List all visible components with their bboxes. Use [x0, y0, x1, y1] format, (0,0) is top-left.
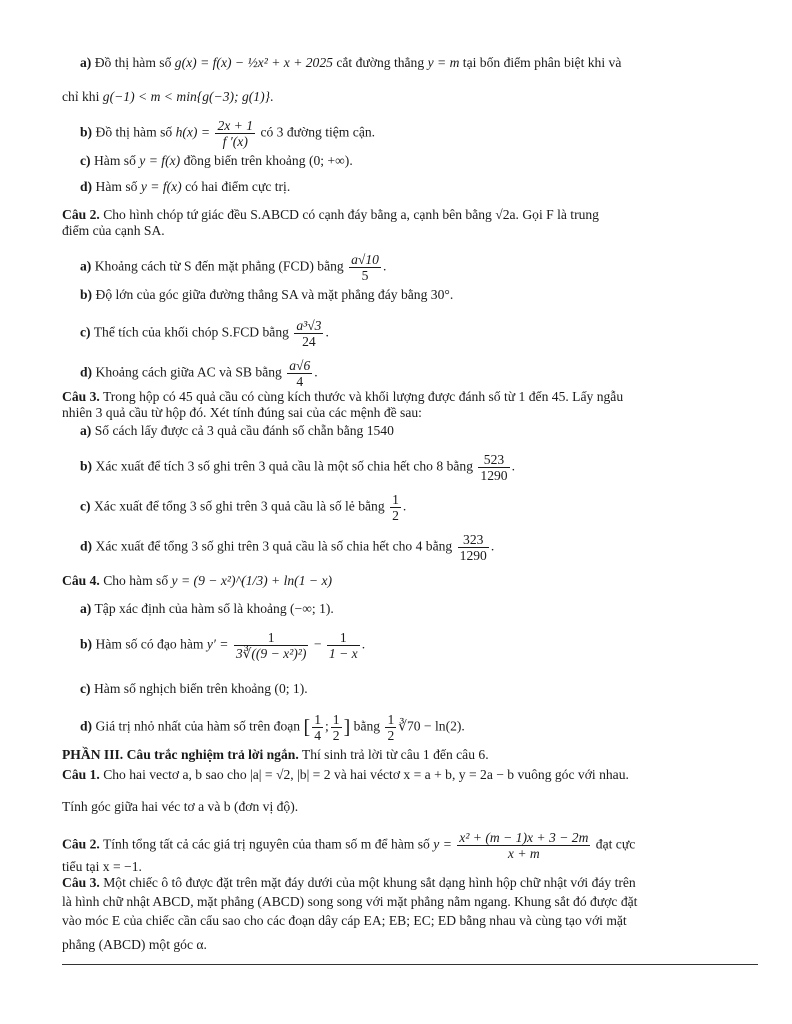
part-3-question-2-line2: tiểu tại x = −1.	[62, 859, 142, 874]
question-2b: b) Độ lớn của góc giữa đường thẳng SA và mặt phẳng đáy bằng 30°.	[80, 287, 454, 302]
fraction: $\frac{323}{1290}$	[459, 532, 487, 563]
item-1d: d) Hàm số y = f(x) có hai điểm cực trị.	[80, 179, 291, 194]
part-3-question-3-line2: là hình chữ nhật ABCD, mặt phẳng (ABCD) song song với mặt phẳng nằm ngang. Khung sắt đó được đặt	[62, 894, 638, 909]
question-4b: b) Hàm số có đạo hàm y′ = $\frac{1}{\text{3∛((9 − x²)²)}}$ − $\frac{1}{1 - x}$ .	[80, 630, 366, 661]
bottom-divider	[62, 964, 758, 965]
question-4a: a) Tập xác định của hàm số là khoảng (−∞; 1).	[80, 601, 334, 616]
question-4d: d) Giá trị nhỏ nhất của hàm số trên đoạn [ $\frac{1}{4}$ ; $\frac{1}{2}$ ] bằng $\frac{1}{2}$ ∛70 − ln(2).	[80, 712, 465, 743]
fraction: $\frac{2x + 1}{f '(x)}$	[217, 118, 254, 149]
part-3-question-3: Câu 3. Một chiếc ô tô được đặt trên mặt đáy dưới của một khung sắt dạng hình hộp chữ nhật với đáy trên	[62, 875, 636, 890]
fraction: $\frac{\text{a³√3}}{24}$	[296, 318, 322, 349]
fraction: $\frac{a√6}{4}$	[289, 358, 311, 389]
part-3-question-3-line3: vào móc E của chiếc cần cẩu sao cho các đoạn dây cáp EA; EB; EC; ED bằng nhau và cùng tạo với mặt	[62, 913, 627, 928]
question-3c: c) Xác xuất để tổng 3 số ghi trên 3 quả cầu là số lẻ bằng $\frac{1}{2}$ .	[80, 492, 407, 523]
question-2-stem: Câu 2. Cho hình chóp tứ giác đều S.ABCD có cạnh đáy bằng a, cạnh bên bằng √2a. Gọi F là trung	[62, 207, 599, 222]
item-1b: b) Đồ thị hàm số h(x) = $\frac{2x + 1}{f '(x)}$ có 3 đường tiệm cận.	[80, 118, 376, 149]
fraction: $\frac{1}{2}$	[392, 492, 399, 523]
fraction: $\frac{1}{\text{3∛((9 − x²)²)}}$	[235, 630, 307, 661]
part-3-question-1-line2: Tính góc giữa hai véc tơ a và b (đơn vị độ).	[62, 799, 299, 814]
fraction: $\frac{523}{1290}$	[480, 452, 508, 483]
item-1a: a) Đồ thị hàm số g(x) = f(x) − ½x² + x + 2025 cắt đường thẳng y = m tại bốn điểm phân biệt khi và	[80, 55, 622, 70]
question-2a: a) Khoảng cách từ S đến mặt phẳng (FCD) bằng $\frac{a√10}{5}$ .	[80, 252, 387, 283]
question-2d: d) Khoảng cách giữa AC và SB bằng $\frac{a√6}{4}$ .	[80, 358, 318, 389]
part-3-question-2: Câu 2. Tính tổng tất cả các giá trị nguyên của tham số m để hàm số y = $\frac{\text{x² + (m − 1)x + 3 − 2m}}{x + m}$ đạt cực	[62, 830, 636, 861]
fraction: $\frac{1}{4}$	[314, 712, 321, 743]
question-3-stem-line2: nhiên 3 quả cầu từ hộp đó. Xét tính đúng sai của các mệnh đề sau:	[62, 405, 422, 420]
part-3-heading: PHẦN III. Câu trắc nghiệm trả lời ngắn. Thí sinh trả lời từ câu 1 đến câu 6.	[62, 747, 489, 762]
question-3-stem: Câu 3. Trong hộp có 45 quả cầu có cùng kích thước và khối lượng được đánh số từ 1 đến 45. Lấy ngẫu	[62, 389, 624, 404]
question-3d: d) Xác xuất để tổng 3 số ghi trên 3 quả cầu là số chia hết cho 4 bằng $\frac{323}{1290}$ .	[80, 532, 495, 563]
fraction: $\frac{1}{2}$	[332, 712, 340, 743]
item-1a-continuation: chỉ khi g(−1) < m < min{g(−3); g(1)}.	[62, 89, 274, 104]
part-3-question-1: Câu 1. Cho hai vectơ a, b sao cho |a| = √2, |b| = 2 và hai véctơ x = a + b, y = 2a − b vuông góc với nhau.	[62, 767, 629, 782]
question-2c: c) Thể tích của khối chóp S.FCD bằng $\frac{\text{a³√3}}{24}$ .	[80, 318, 329, 349]
fraction: $\frac{a√10}{5}$	[351, 252, 379, 283]
fraction: $\frac{1}{1 - x}$	[328, 630, 358, 661]
question-2-stem-line2: điểm của cạnh SA.	[62, 223, 165, 238]
item-1c: c) Hàm số y = f(x) đồng biến trên khoảng (0; +∞).	[80, 153, 353, 168]
question-3b: b) Xác xuất để tích 3 số ghi trên 3 quả cầu là một số chia hết cho 8 bằng $\frac{523}{1290}$ .	[80, 452, 515, 483]
fraction: $\frac{1}{2}$	[387, 712, 395, 743]
fraction: $\frac{\text{x² + (m − 1)x + 3 − 2m}}{x + m}$	[459, 830, 589, 861]
part-3-question-3-line4: phẳng (ABCD) một góc α.	[62, 937, 207, 952]
question-4c: c) Hàm số nghịch biến trên khoảng (0; 1).	[80, 681, 308, 696]
question-3a: a) Số cách lấy được cả 3 quả cầu đánh số chẵn bằng 1540	[80, 423, 394, 438]
question-4-stem: Câu 4. Cho hàm số y = (9 − x²)^(1/3) + ln(1 − x)	[62, 573, 333, 588]
